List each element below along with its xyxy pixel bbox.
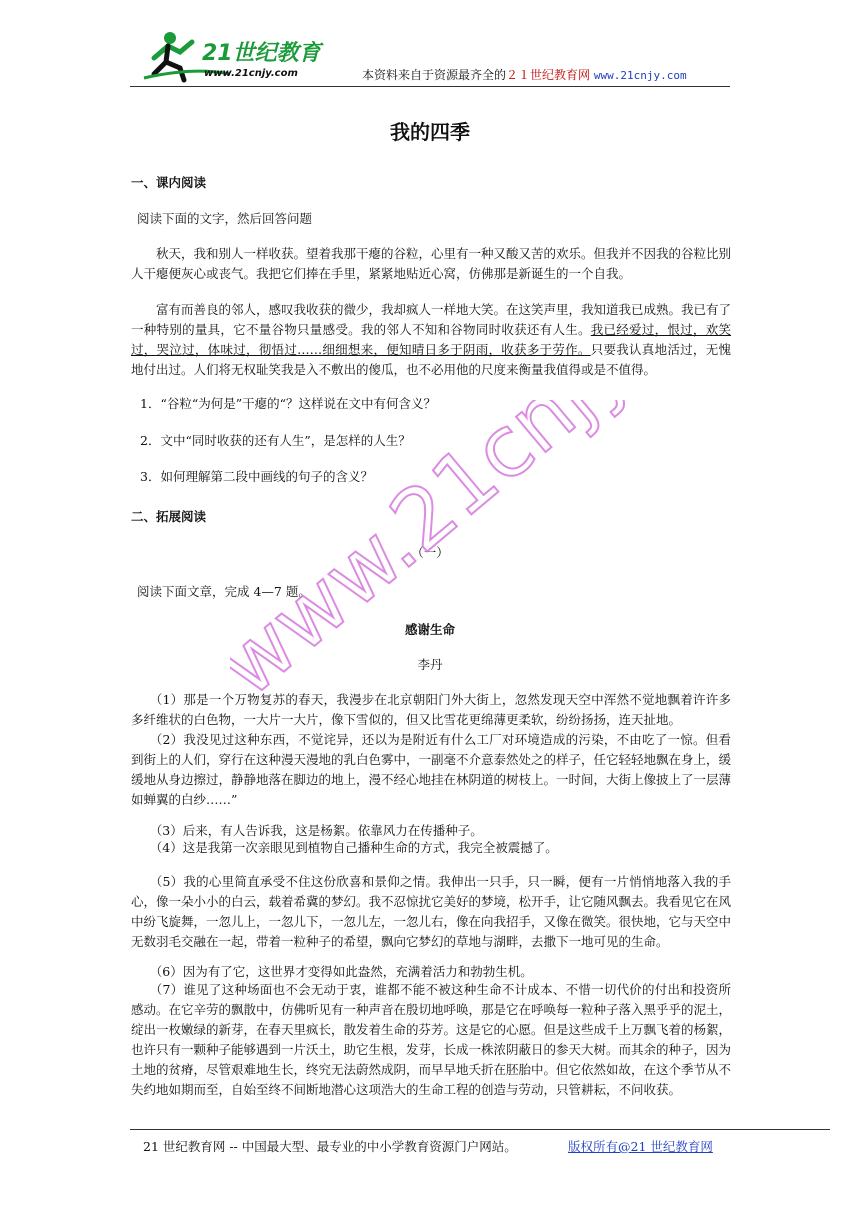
tagline-site: ２１世纪教育网 [506, 68, 591, 82]
para2-end: 只要我认真地活过，无愧地付出过。人们将无权耻笑我是入不敷出的傻瓜，也不必用他的尺度来衡量我值得或是不值得。 [131, 342, 731, 377]
footer-copyright-link[interactable]: 版权所有@21 世纪教育网 [568, 1139, 713, 1154]
page-title: 我的四季 [390, 120, 470, 144]
part-label: （一） [411, 545, 449, 560]
tagline-prefix: 本资料来自于资源最齐全的 [362, 68, 507, 82]
article-para-2: （2）我没见过这种东西，不觉诧异，还以为是附近有什么工厂对环境造成的污染，不由吃了一惊。但看到街上的人们，穿行在这种漫天漫地的乳白色雾中，一副毫不介意泰然处之的样子，任它轻轻地飘在身上，缓缓地从身边擦过，静静地落在脚边的地上，漫不经心地挂在林阴道的树枝上。一时间，大街上像披上了一层薄如蝉翼的白纱……” [131, 732, 732, 807]
para2-start: 富有而善良的邻人，感叹我收获的微少，我却疯人一样地大笑。在这笑声里，我知道我已成熟。我已有了一种特别的量具，它不量谷物只量感受。我的邻人不知和谷物同时收获还有人生。 [131, 302, 732, 337]
section1-heading: 一、课内阅读 [131, 175, 207, 190]
site-logo [140, 28, 340, 84]
article-para-4: （4）这是我第一次亲眼见到植物自己播种生命的方式，我完全被震撼了。 [149, 840, 558, 855]
header-tagline [362, 66, 687, 83]
section2-instruction: 阅读下面文章，完成 4—7 题。 [137, 584, 311, 599]
footer-left: 21 世纪教育网 -- 中国最大型、最专业的中小学教育资源门户网站。 [143, 1139, 517, 1154]
article-para-5: （5）我的心里简直承受不住这份欣喜和景仰之情。我伸出一只手，只一瞬，便有一片悄悄地落入我的手心，像一朵小小的白云，载着希冀的梦幻。我不忍惊扰它美好的梦境，松开手，让它随风飘去。我看见它在风中纷飞旋舞，一忽儿上，一忽儿下，一忽儿左，一忽儿右，像在向我招手，又像在微笑。很快地，它与天空中无数羽毛交融在一起，带着一粒种子的希望，飘向它梦幻的草地与湖畔，去撒下一地可见的生命。 [131, 874, 732, 949]
section1-para2 [131, 300, 731, 380]
watermark [230, 400, 750, 720]
article-para-3: （3）后来，有人告诉我，这是杨絮。依靠风力在传播种子。 [149, 823, 483, 838]
article-para-1: （1）那是一个万物复苏的春天，我漫步在北京朝阳门外大街上，忽然发现天空中浑然不觉地飘着许许多多纤维状的白色物，一大片一大片，像下雪似的，但又比雪花更绵薄更柔软，纷纷扬扬，连天扯地。 [131, 692, 731, 727]
header-divider [130, 86, 730, 87]
article-para-6: （6）因为有了它，这世界才变得如此盎然，充满着活力和勃勃生机。 [149, 964, 533, 979]
logo-url: www.21cnjy.com [204, 68, 298, 79]
question-3: 3．如何理解第二段中画线的句子的含义？ [140, 469, 373, 484]
question-1: 1．“谷粒“为何是”干瘪的“？这样说在文中有何含义？ [140, 396, 437, 411]
article-para-7: （7）谁见了这种场面也不会无动于衷，谁都不能不被这种生命不计成本、不惜一切代价的付出和投资所感动。在它辛劳的飘散中，仿佛听见有一种声音在殷切地呼唤，那是它在呼唤每一粒种子落入黑乎乎的泥土，绽出一枚嫩绿的新芽，在春天里疯长，散发着生命的芬芳。这是它的心愿。但是这些成千上万飘飞着的杨絮，也许只有一颗种子能够遇到一片沃土，助它生根，发芽，长成一株浓阴蔽日的参天大树。而其余的种子，因为土地的贫瘠，尽管艰难地生长，终究无法蔚然成阴，而早早地夭折在胚胎中。但它依然如故，在这个季节从不失约地如期而至，自始至终不间断地潜心这项浩大的生命工程的创造与劳动，只管耕耘，不问收获。 [131, 982, 732, 1097]
footer-divider [130, 1129, 830, 1130]
section1-para1: 秋天，我和别人一样收获。望着我那干瘪的谷粒，心里有一种又酸又苦的欢乐。但我并不因我的谷粒比别人干瘪便灰心或丧气。我把它们捧在手里，紧紧地贴近心窝，仿佛那是新诞生的一个自我。 [131, 246, 732, 281]
article-author: 李丹 [417, 657, 443, 672]
watermark-text: www.21cnjy.com [230, 400, 750, 716]
para2-underlined: 我已经爱过，恨过，欢笑过，哭泣过，体味过，彻悟过……细细想来，便知晴日多于阴雨，收获多于劳作。 [131, 322, 731, 357]
section2-heading: 二、拓展阅读 [131, 509, 207, 524]
section1-instruction: 阅读下面的文字，然后回答问题 [137, 211, 313, 226]
logo-name: 21世纪教育 [202, 41, 321, 66]
tagline-url[interactable]: www.21cnjy.com [593, 69, 687, 82]
article-title: 感谢生命 [404, 622, 455, 637]
question-2: 2．文中“同时收获的还有人生”，是怎样的人生？ [140, 433, 411, 448]
